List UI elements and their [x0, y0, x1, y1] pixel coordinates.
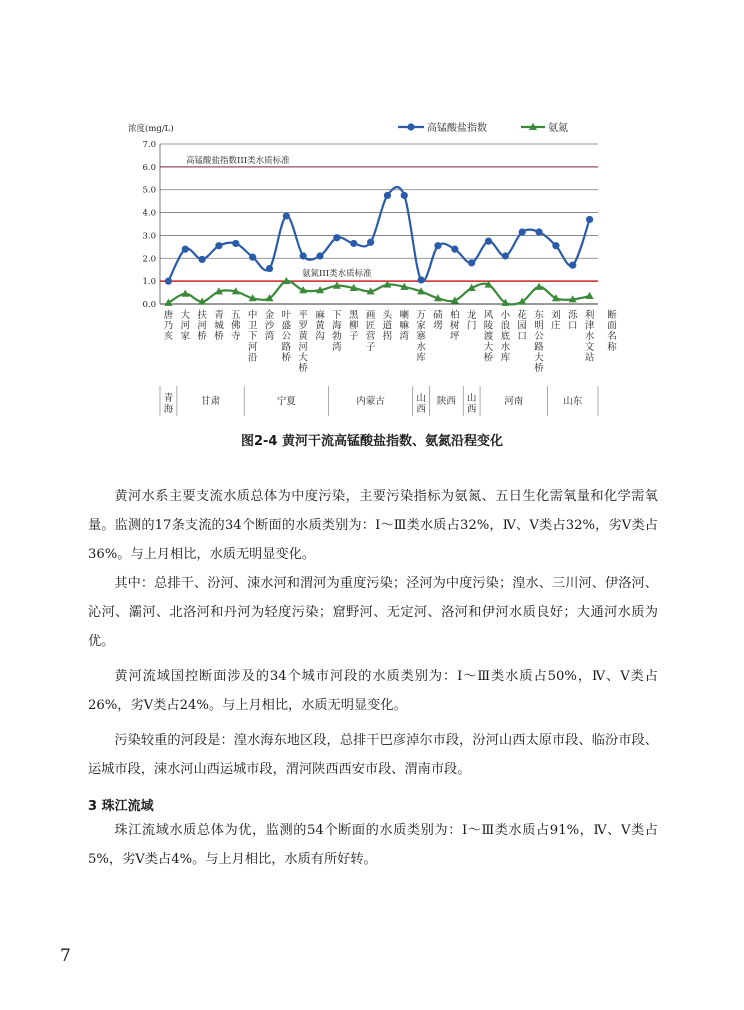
x-tick-label: 下海勃湾: [332, 310, 342, 353]
y-tick-label: 4.0: [142, 208, 156, 219]
data-point: [535, 283, 543, 290]
data-point: [232, 240, 239, 247]
province-label: 陕西: [436, 396, 456, 407]
x-axis-label: 断面名称: [607, 310, 617, 353]
data-point: [300, 252, 307, 259]
data-point: [552, 242, 559, 249]
x-tick-label: 叶盛公路桥: [281, 310, 292, 364]
data-point: [165, 278, 172, 285]
y-axis-label: 浓度(mg/L): [128, 124, 174, 134]
x-tick-label: 风陵渡大桥: [483, 310, 494, 364]
y-tick-label: 7.0: [142, 140, 156, 150]
x-tick-label: 扶河桥: [197, 310, 207, 343]
data-point: [569, 262, 576, 269]
x-tick-label: 黑柳子: [348, 310, 359, 343]
data-point: [367, 239, 374, 246]
paragraph-3: 黄河流域国控断面涉及的34个城市河段的水质类别为：Ⅰ～Ⅲ类水质占50%，Ⅳ、Ⅴ类占26%，劣Ⅴ类占24%。与上月相比，水质无明显变化。: [88, 669, 658, 713]
x-tick-label: 平罗黄河大桥: [298, 310, 308, 374]
data-point: [181, 290, 189, 297]
province-label: 宁夏: [276, 396, 296, 407]
section-heading: 3 珠江流域: [88, 799, 154, 814]
x-tick-label: 龙门: [466, 310, 477, 332]
data-point: [485, 238, 492, 245]
province-label: 甘肃: [201, 396, 221, 407]
province-label: 青海: [163, 393, 174, 415]
data-point: [350, 240, 357, 247]
data-point: [535, 228, 542, 235]
x-tick-label: 五佛寺: [231, 310, 241, 343]
x-tick-label: 喇嘛湾: [399, 310, 410, 343]
series-line: [168, 187, 589, 281]
data-point: [333, 234, 340, 241]
x-tick-label: 花园口: [517, 310, 527, 343]
x-tick-label: 柏树坪: [450, 310, 460, 343]
province-label: 山西: [416, 393, 426, 415]
x-tick-label: 头道拐: [382, 310, 393, 343]
page-number: 7: [60, 946, 71, 966]
data-point: [502, 252, 509, 259]
x-tick-label: 刘庄: [551, 310, 561, 332]
data-point: [199, 256, 206, 263]
paragraph-2: 其中：总排干、汾河、涑水河和渭河为重度污染；泾河为中度污染；湟水、三川河、伊洛河、沁河、灞河、北洛河和丹河为轻度污染；窟野河、无定河、洛河和伊河水质良好；大通河水质为优。: [88, 576, 658, 649]
series-line: [168, 281, 589, 304]
x-tick-label: 金沙湾: [264, 310, 275, 343]
province-label: 山东: [563, 396, 583, 407]
data-point: [215, 242, 222, 249]
water-quality-chart: [0, 0, 744, 425]
legend-label: 高锰酸盐指数: [427, 123, 487, 134]
y-tick-label: 0.0: [142, 300, 156, 310]
data-point: [451, 246, 458, 253]
data-point: [266, 265, 273, 272]
reference-line-label: 氨氮III类水质标准: [302, 269, 372, 280]
x-tick-label: 麻黄沟: [315, 310, 325, 343]
paragraph-4: 污染较重的河段是：湟水海东地区段，总排干巴彦淖尔市段，汾河山西太原市段、临汾市段、运城市段，涑水河山西运城市段，渭河陕西西安市段、渭南市段。: [88, 733, 658, 777]
province-label: 河南: [504, 396, 524, 407]
x-tick-label: 泺口: [567, 310, 578, 332]
data-point: [468, 259, 475, 266]
x-tick-label: 小浪底水库: [500, 310, 511, 364]
x-tick-label: 利津水文站: [584, 310, 595, 364]
province-label: 内蒙古: [356, 396, 385, 407]
paragraph-1: 黄河水系主要支流水质总体为中度污染，主要污染指标为氨氮、五日生化需氧量和化学需氧量。监测的17条支流的34个断面的水质类别为：Ⅰ～Ⅲ类水质占32%，Ⅳ、Ⅴ类占32%，劣Ⅴ类占36%。与上月相比，水质无明显变化。: [88, 489, 658, 562]
data-point: [586, 292, 594, 299]
x-tick-label: 中卫下河沿: [247, 310, 258, 364]
x-tick-label: 大河家: [180, 310, 191, 343]
data-point: [249, 254, 256, 261]
y-tick-label: 1.0: [142, 277, 156, 288]
y-tick-label: 6.0: [142, 162, 156, 173]
y-tick-label: 2.0: [142, 254, 156, 265]
x-tick-label: 画匠营子: [365, 310, 376, 353]
x-tick-label: 青城桥: [214, 310, 224, 343]
x-tick-label: 东明公路大桥: [534, 310, 544, 374]
data-point: [434, 242, 441, 249]
data-point: [384, 192, 391, 199]
data-point: [401, 192, 408, 199]
data-point: [283, 212, 290, 219]
section-paragraph: 珠江流域水质总体为优，监测的54个断面的水质类别为：Ⅰ～Ⅲ类水质占91%，Ⅳ、Ⅴ类占5%，劣Ⅴ类占4%。与上月相比，水质有所好转。: [88, 823, 658, 867]
legend-swatch-marker: [407, 123, 414, 130]
reference-line-label: 高锰酸盐指数III类水质标准: [186, 155, 290, 166]
x-tick-label: 唐乃亥: [163, 310, 174, 343]
y-tick-label: 5.0: [142, 185, 156, 196]
x-tick-label: 碛塄: [433, 310, 443, 332]
data-point: [182, 246, 189, 253]
province-label: 山西: [466, 393, 477, 415]
data-point: [586, 216, 593, 223]
figure-caption: 图2-4 黄河干流高锰酸盐指数、氨氮沿程变化: [240, 434, 503, 449]
x-tick-label: 万家寨水库: [416, 310, 426, 364]
data-point: [316, 252, 323, 259]
y-tick-label: 3.0: [142, 231, 156, 242]
legend-label: 氨氮: [548, 123, 568, 134]
data-point: [519, 228, 526, 235]
data-point: [418, 276, 425, 283]
